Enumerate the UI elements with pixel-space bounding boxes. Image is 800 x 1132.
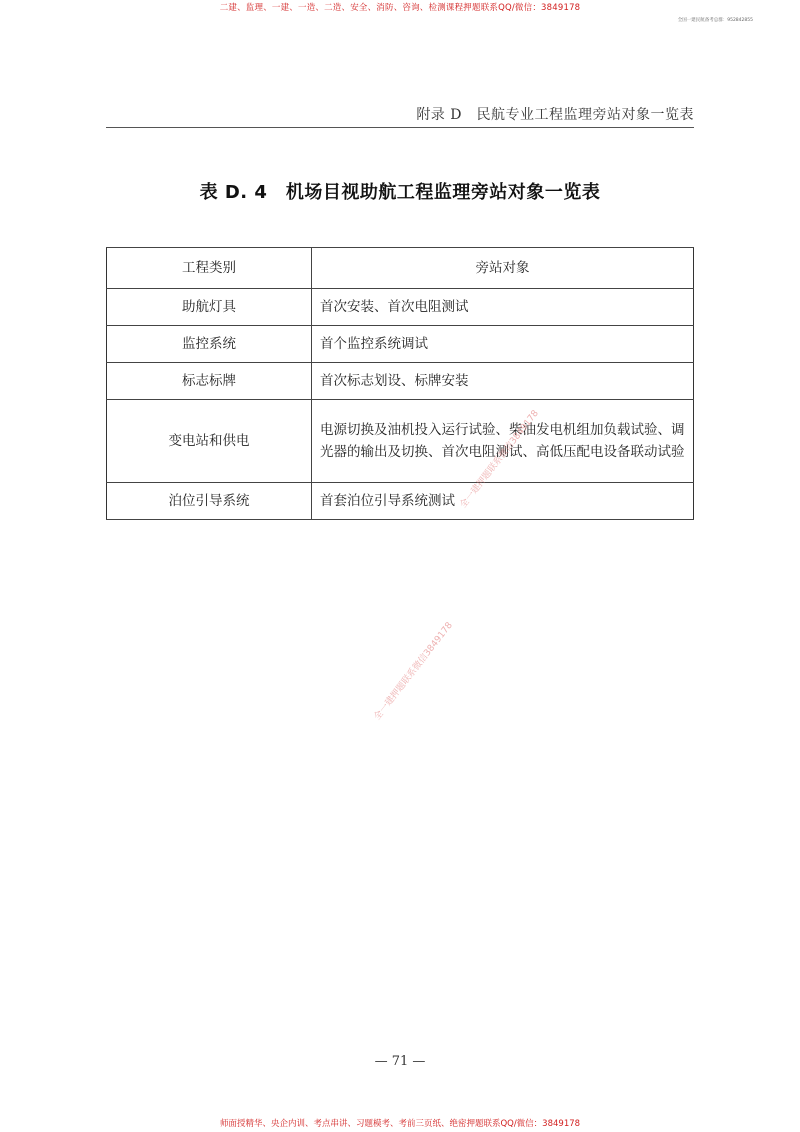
table-row <box>107 289 694 326</box>
row-category: 泊位引导系统 <box>107 483 312 520</box>
table-row <box>107 363 694 400</box>
inspection-object-table <box>106 247 694 520</box>
table-row <box>107 400 694 483</box>
running-header: 附录 D 民航专业工程监理旁站对象一览表 <box>416 107 694 123</box>
top-right-note: 全国一建民航备考总群：952842855 <box>677 18 753 23</box>
column-header-objects: 旁站对象 <box>312 248 694 289</box>
row-category: 标志标牌 <box>107 363 312 400</box>
row-objects: 首次安装、首次电阻测试 <box>312 289 694 326</box>
row-category: 助航灯具 <box>107 289 312 326</box>
bottom-banner: 师面授精华、央企内训、考点串讲、习题模考、考前三页纸、绝密押题联系QQ/微信：3849178 <box>219 1119 581 1129</box>
row-objects: 首个监控系统调试 <box>312 326 694 363</box>
top-banner: 二建、监理、一建、一造、二造、安全、消防、咨询、检测课程押题联系QQ/微信：3849178 <box>219 3 581 13</box>
row-objects: 电源切换及油机投入运行试验、柴油发电机组加负载试验、调光器的输出及切换、首次电阻测试、高低压配电设备联动试验 <box>312 400 694 483</box>
table-header-row <box>107 248 694 289</box>
row-objects: 首次标志划设、标牌安装 <box>312 363 694 400</box>
header-rule <box>106 127 694 128</box>
page-number: — 71 — <box>374 1054 426 1069</box>
watermark: 全一建押题联系微信3849178 <box>458 408 541 511</box>
table-row <box>107 326 694 363</box>
table-title: 表 D. 4 机场目视助航工程监理旁站对象一览表 <box>199 182 601 203</box>
column-header-category: 工程类别 <box>107 248 312 289</box>
row-category: 变电站和供电 <box>107 400 312 483</box>
row-category: 监控系统 <box>107 326 312 363</box>
watermark: 全一建押题联系微信3849178 <box>372 620 455 723</box>
row-objects: 首套泊位引导系统测试 <box>312 483 694 520</box>
table-row <box>107 483 694 520</box>
